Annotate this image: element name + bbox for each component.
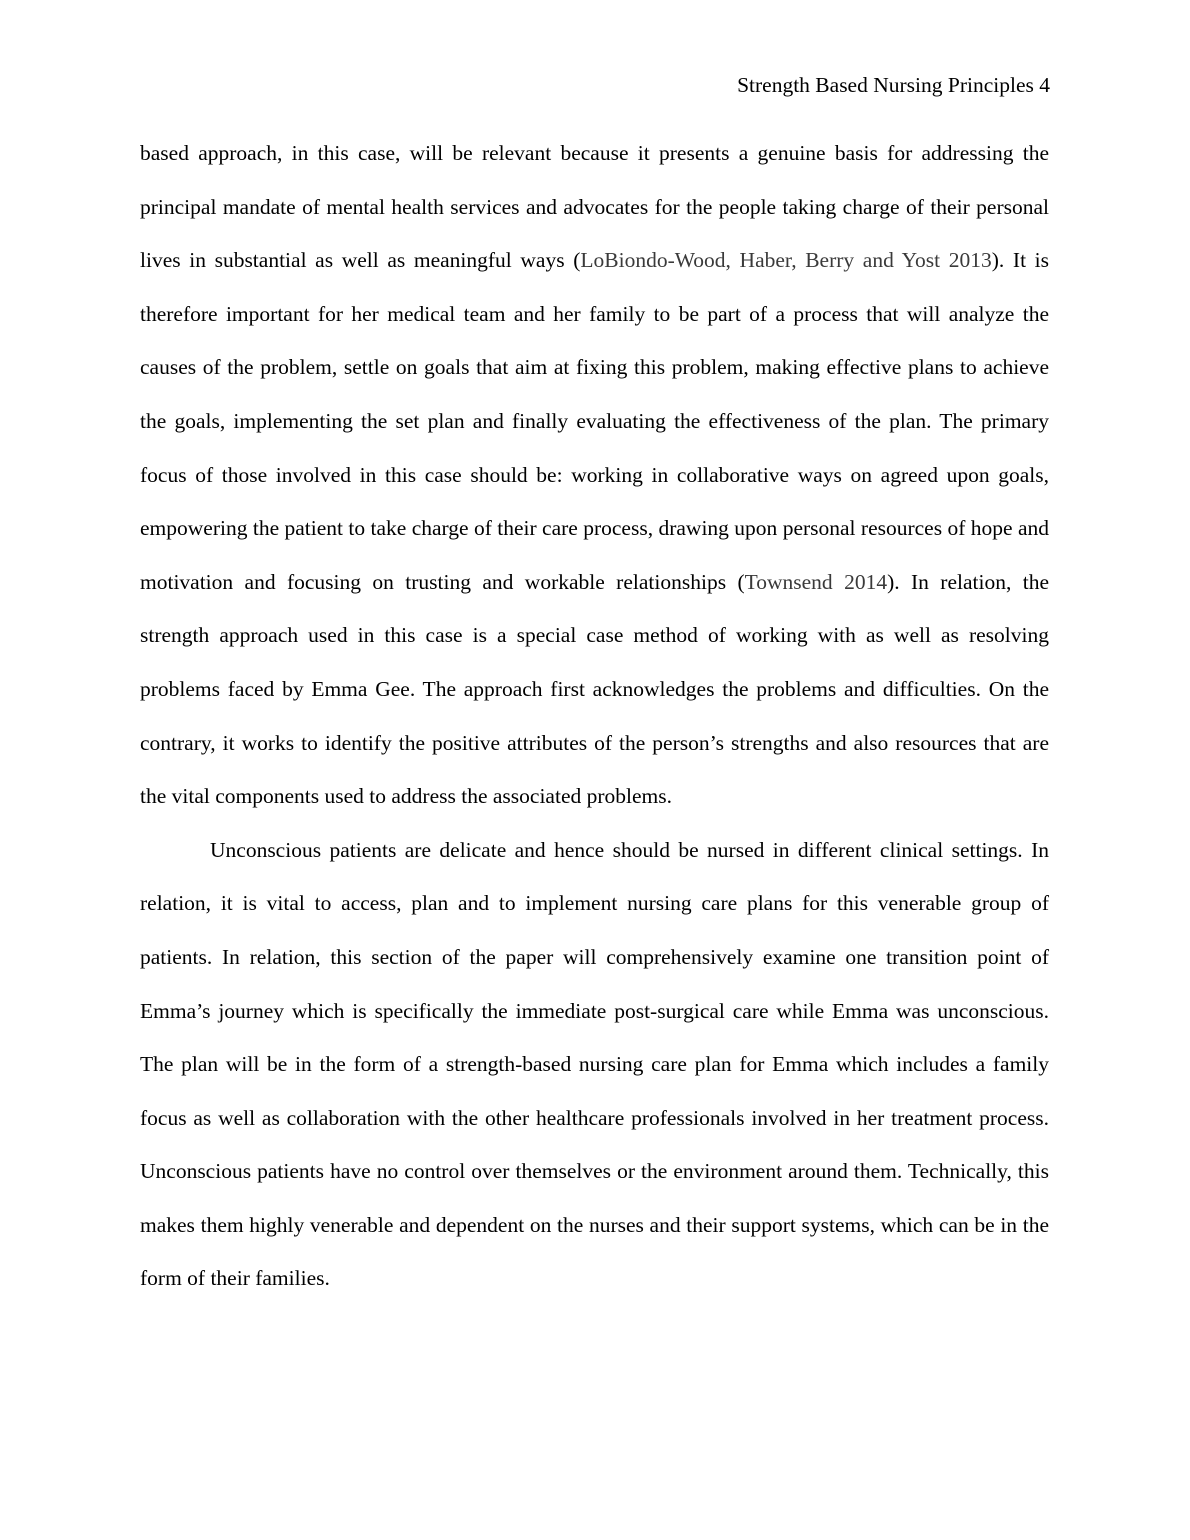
running-title: Strength Based Nursing Principles: [737, 73, 1034, 97]
paragraph-text: ). In relation, the strength approach used in this case is a special case method of working with as well as resolving problems faced by Emma Gee. The approach first acknowledges the problems and difficulties. On the contrary, it works to identify the positive attributes of the person’s strengths and also resources that are the vital components used to address the associated problems.: [140, 569, 1049, 809]
paragraph-unconscious-patients: Unconscious patients are delicate and hence should be nursed in different clinical settings. In relation, it is vital to access, plan and to implement nursing care plans for this venerable group of patients. In relation, this section of the paper will comprehensively examine one transition point of Emma’s journey which is specifically the immediate post-surgical care while Emma was unconscious. The plan will be in the form of a strength-based nursing care plan for Emma which includes a family focus as well as collaboration with the other healthcare professionals involved in her treatment process. Unconscious patients have no control over themselves or the environment around them. Technically, this makes them highly venerable and dependent on the nurses and their support systems, which can be in the form of their families.: [140, 837, 1049, 1291]
paragraph-continuation: [140, 127, 1049, 824]
page-number: 4: [1039, 73, 1050, 97]
citation-lobiondo-wood: LoBiondo-Wood, Haber, Berry and Yost 2013: [580, 248, 992, 273]
body-text: [140, 127, 1049, 1306]
paragraph-text: based approach, in this case, will be relevant because it presents a genuine basis for addressing the principal mandate of mental health services and advocates for the people taking charge of their personal lives in substantial as well as meaningful ways (: [140, 141, 1049, 273]
citation-townsend: Townsend 2014: [744, 569, 888, 594]
running-header: [737, 70, 1050, 100]
paragraph-text: ). It is therefore important for her medical team and her family to be part of a process that will analyze the causes of the problem, settle on goals that aim at fixing this problem, making effective plans to achieve the goals, implementing the set plan and finally evaluating the effectiveness of the plan. The primary focus of those involved in this case should be: working in collaborative ways on agreed upon goals, empowering the patient to take charge of their care process, drawing upon personal resources of hope and motivation and focusing on trusting and workable relationships (: [140, 248, 1050, 594]
